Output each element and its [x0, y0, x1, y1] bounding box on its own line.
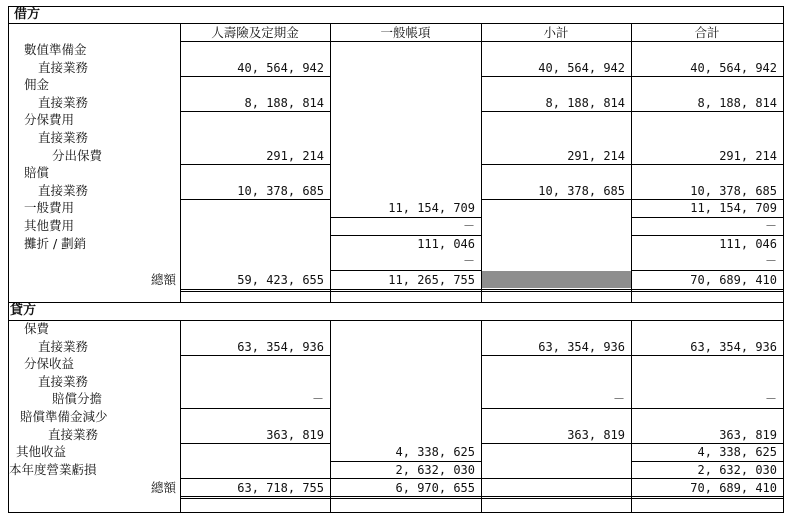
cell-value: 2, 632, 030 [395, 462, 475, 477]
row-label: 數值準備金 [24, 42, 87, 57]
row-underline [330, 217, 481, 218]
credit-section-title: 貸方 [10, 303, 37, 318]
row-underline [631, 461, 783, 462]
cell-value: － [311, 392, 324, 407]
column-separator [631, 320, 632, 512]
total-value: 59, 423, 655 [237, 273, 324, 287]
row-underline [481, 355, 631, 356]
total-underline-2 [180, 498, 783, 499]
cell-value: 8, 188, 814 [244, 95, 324, 110]
row-underline [631, 443, 783, 444]
total-value: 70, 689, 410 [690, 481, 777, 495]
row-underline [180, 164, 330, 165]
row-underline [631, 111, 783, 112]
cell-value: 40, 564, 942 [690, 60, 777, 75]
row-underline [631, 199, 783, 200]
cell-value: 363, 819 [567, 427, 625, 442]
cell-value: － [462, 254, 475, 269]
column-separator [481, 320, 482, 512]
cell-value: 63, 354, 936 [237, 339, 324, 354]
outer-bottom-border [8, 512, 784, 513]
row-label: 保費 [24, 321, 50, 336]
outer-top-border [8, 6, 783, 7]
total-value: 63, 718, 755 [237, 481, 324, 495]
row-underline [631, 164, 783, 165]
cell-value: 111, 046 [417, 236, 475, 251]
total-label: 總額 [150, 272, 176, 287]
row-underline [481, 164, 631, 165]
column-separator [330, 23, 331, 303]
row-underline [631, 408, 783, 409]
column-separator [631, 23, 632, 303]
column-header: 一般帳項 [380, 25, 431, 40]
row-underline [330, 461, 481, 462]
cell-value: 2, 632, 030 [697, 462, 777, 477]
total-underline-1 [180, 496, 783, 497]
row-label [24, 252, 184, 270]
total-value: 6, 970, 655 [395, 481, 475, 495]
cell-value: 291, 214 [266, 148, 324, 163]
cell-value: 363, 819 [719, 427, 777, 442]
cell-value: 4, 338, 625 [697, 445, 777, 460]
row-label: 攤折 / 劃銷 [24, 235, 87, 251]
cell-value: － [764, 254, 777, 269]
row-label: 直接業務 [38, 59, 89, 75]
row-underline [180, 443, 330, 444]
row-underline [330, 235, 481, 236]
debit-section-bottom [8, 302, 783, 303]
column-separator [481, 23, 482, 303]
cell-value: － [764, 219, 777, 233]
row-label: 分保費用 [24, 112, 75, 128]
cell-value: 10, 378, 685 [538, 183, 625, 198]
row-label: 其他費用 [24, 218, 75, 233]
row-underline [481, 443, 631, 444]
column-header: 合計 [694, 25, 720, 40]
row-label: 直接業務 [38, 130, 89, 145]
cell-value: 10, 378, 685 [690, 183, 777, 198]
row-underline [631, 235, 783, 236]
total-value: 11, 265, 755 [388, 273, 475, 287]
row-label: 分保收益 [24, 356, 75, 372]
cell-value: 10, 378, 685 [237, 183, 324, 198]
row-label: 直接業務 [48, 426, 99, 442]
total-underline-1 [180, 289, 783, 290]
cell-value: 363, 819 [266, 427, 324, 442]
outer-left-border [8, 6, 9, 513]
row-underline [631, 355, 783, 356]
shaded-subtotal-cell [482, 271, 631, 288]
outer-right-border [783, 6, 784, 513]
cell-value: 40, 564, 942 [538, 60, 625, 75]
total-value: 70, 689, 410 [690, 273, 777, 287]
cell-value: 4, 338, 625 [395, 445, 475, 460]
row-label: 直接業務 [38, 182, 89, 198]
total-label: 總額 [150, 480, 176, 495]
row-underline [631, 217, 783, 218]
row-label: 直接業務 [38, 373, 89, 389]
total-underline-2 [180, 291, 783, 292]
row-underline [481, 199, 631, 200]
row-underline [481, 111, 631, 112]
column-separator [330, 320, 331, 512]
row-label: 直接業務 [38, 94, 89, 110]
row-label: 佣金 [24, 77, 50, 93]
row-underline [180, 408, 330, 409]
row-label: 分出保費 [52, 147, 103, 163]
cell-value: 63, 354, 936 [538, 339, 625, 354]
row-label: 賠償準備金減少 [20, 409, 108, 424]
cell-value: 8, 188, 814 [697, 95, 777, 110]
column-header: 人壽險及定期金 [211, 25, 299, 40]
cell-value: 111, 046 [719, 236, 777, 251]
row-label: 直接業務 [38, 338, 89, 354]
row-underline [180, 76, 330, 77]
row-label: 其他收益 [16, 444, 67, 460]
cell-value: － [764, 392, 777, 407]
row-underline [481, 76, 631, 77]
cell-value: 8, 188, 814 [545, 95, 625, 110]
cell-value: 11, 154, 709 [388, 201, 475, 216]
row-underline [481, 408, 631, 409]
row-label: 一般費用 [24, 200, 75, 216]
row-label: 賠償分擔 [52, 391, 103, 407]
cell-value: － [612, 392, 625, 407]
cell-value: － [462, 219, 475, 233]
row-underline [180, 111, 330, 112]
row-underline [180, 199, 330, 200]
debit-section-title: 借方 [14, 7, 41, 22]
row-underline [180, 355, 330, 356]
row-label: 本年度營業虧損 [9, 461, 97, 477]
cell-value: 63, 354, 936 [690, 339, 777, 354]
column-header: 小計 [543, 25, 569, 40]
cell-value: 291, 214 [719, 148, 777, 163]
cell-value: 40, 564, 942 [237, 60, 324, 75]
row-label: 賠償 [24, 165, 50, 181]
cell-value: 291, 214 [567, 148, 625, 163]
row-underline [631, 76, 783, 77]
cell-value: 11, 154, 709 [690, 201, 777, 216]
